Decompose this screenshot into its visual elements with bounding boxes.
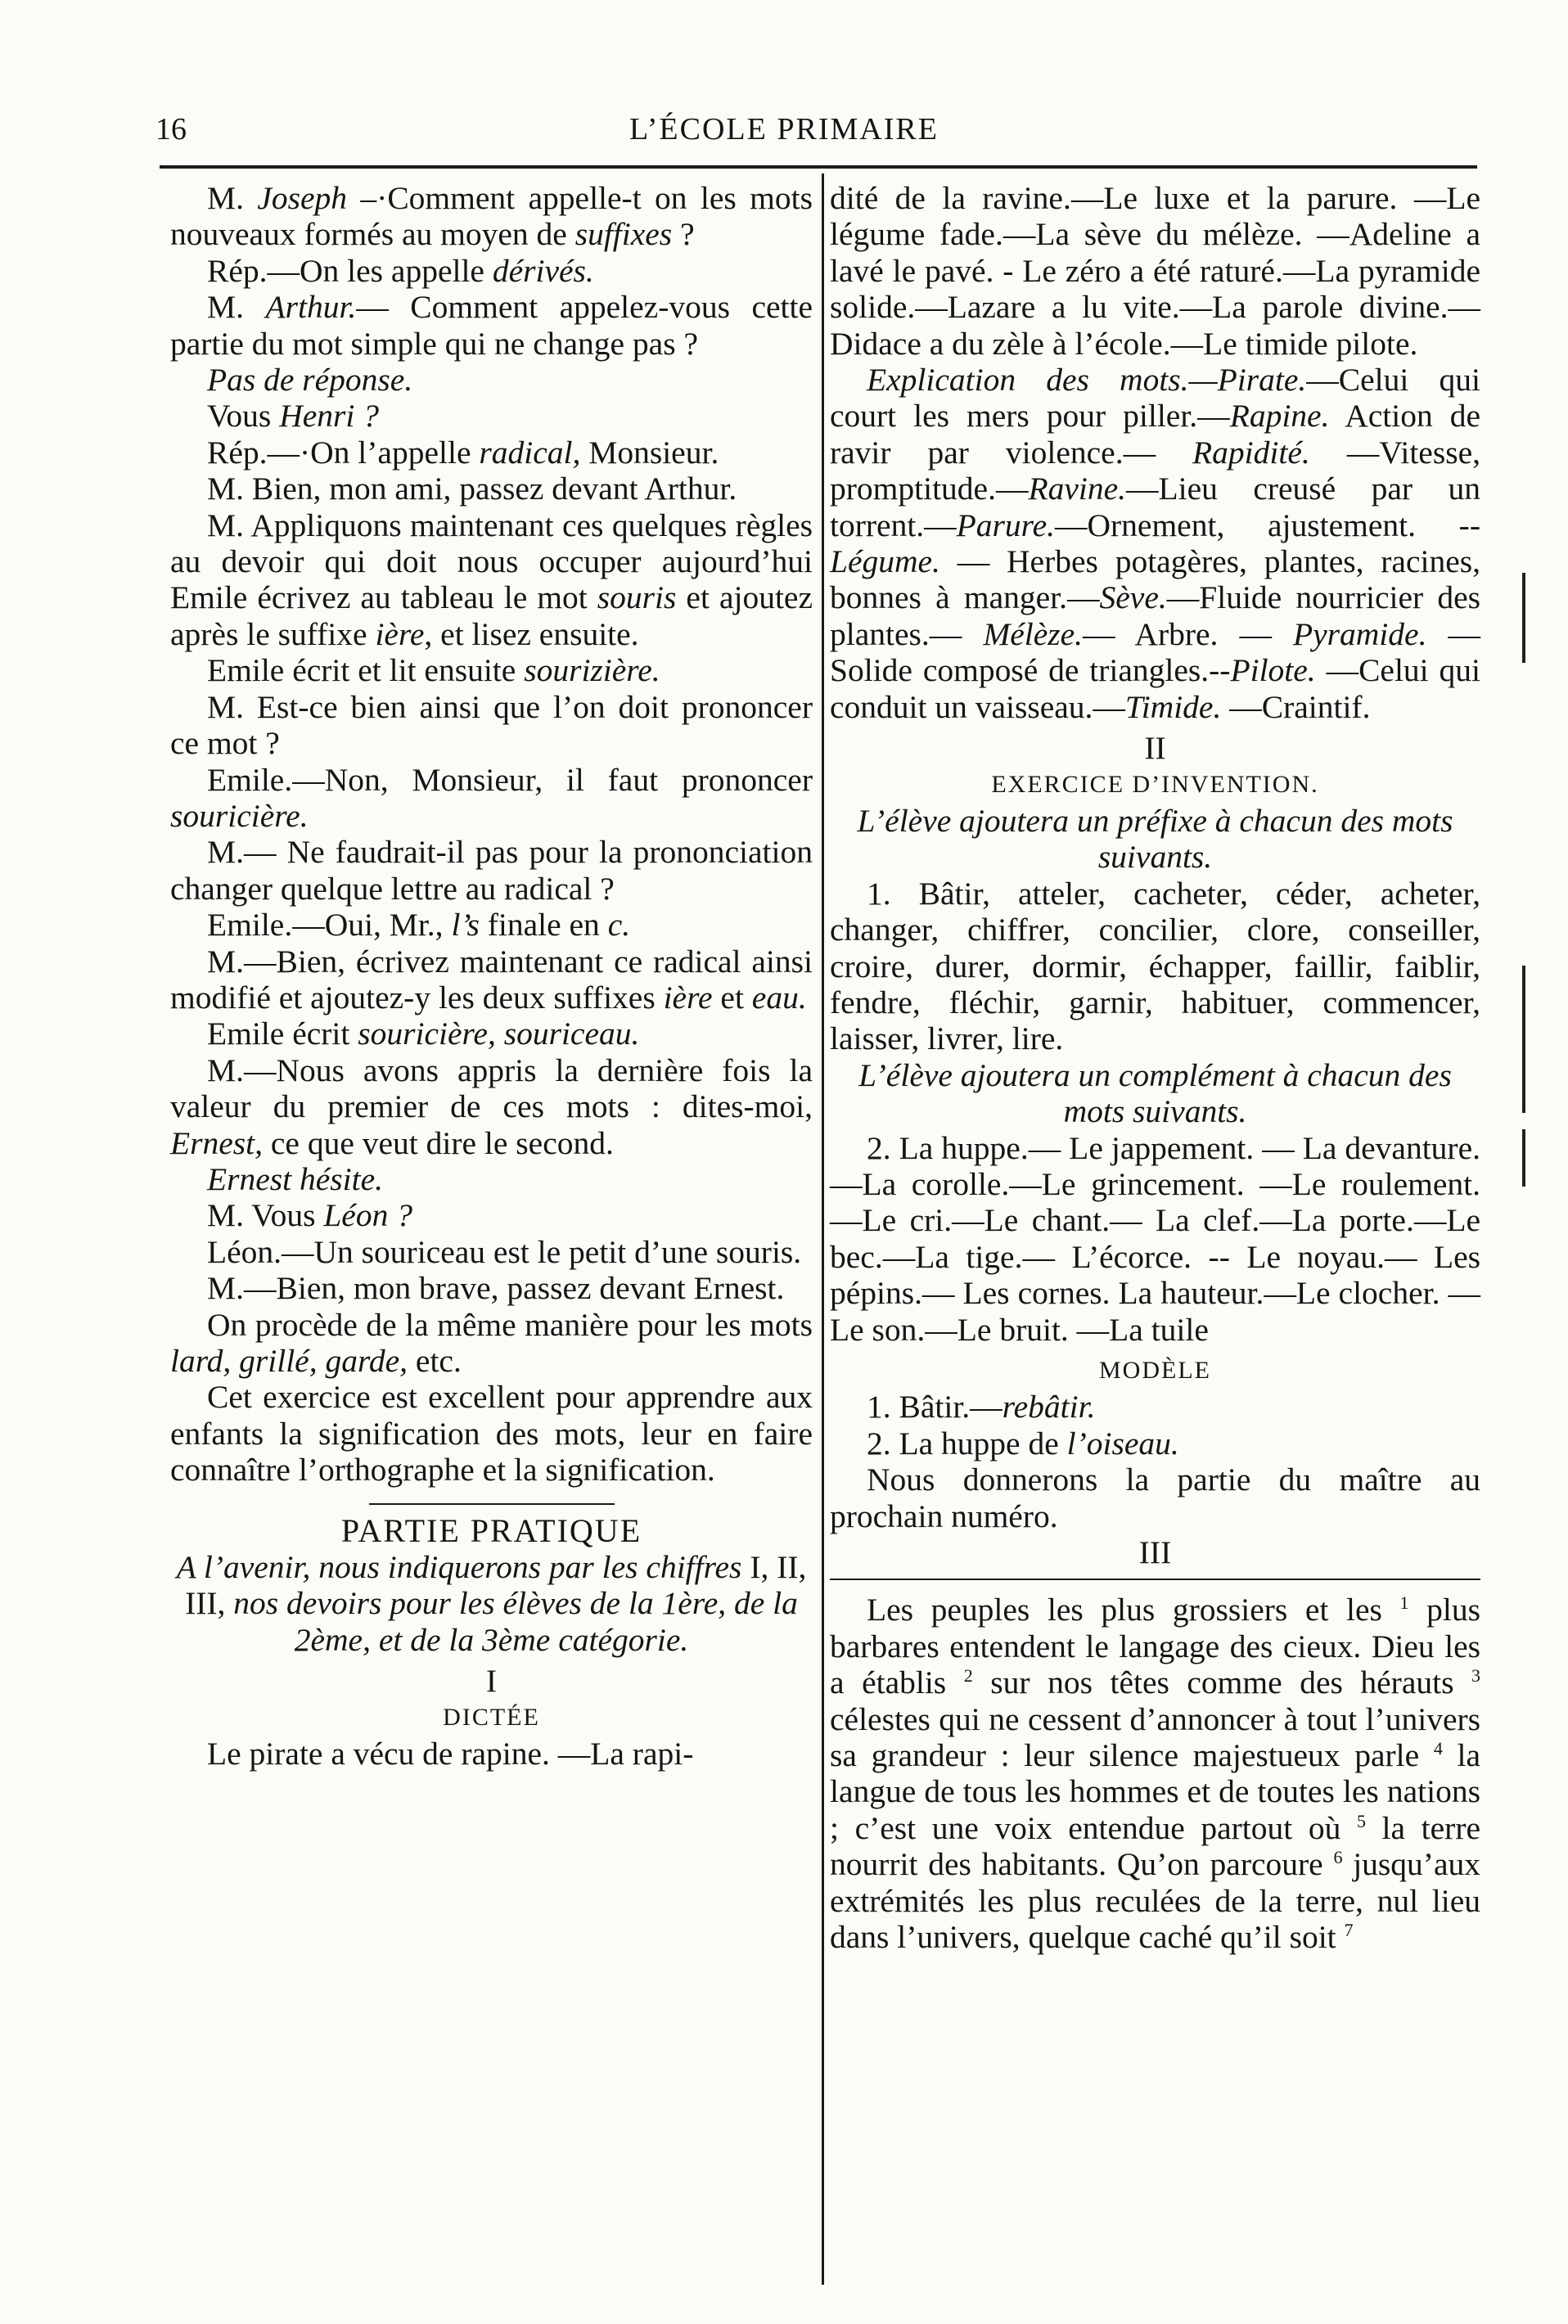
roman-numeral: III: [1138, 1534, 1172, 1571]
paragraph: Explication des mots.—Pirate.—Celui qui court les mers pour piller.—Rapine. Action de ravir par violence.— Rapidité. —Vitesse, promptitude.—Ravine.—Lieu creusé par un torrent.—Parure.—Ornement, ajustement. --Légume. — Herbes potagères, plantes, racines, bonnes à manger.—Sève.—Fluide nourricier des plantes.— Mélèze.— Arbre. — Pyramide. —Solide composé de triangles.--Pilote. —Celui qui conduit un vaisseau.—Timide. —Craintif.: [830, 362, 1481, 725]
subheading: EXERCICE D’INVENTION.: [991, 770, 1319, 798]
paragraph: Léon.—Un souriceau est le petit d’une souris.: [207, 1233, 802, 1270]
column-divider: [822, 173, 824, 2285]
paragraph: Nous donnerons la partie du maître au prochain numéro.: [830, 1462, 1480, 1534]
running-header: L’ÉCOLE PRIMAIRE: [629, 112, 939, 146]
subheading: DICTÉE: [443, 1703, 540, 1731]
instruction: L’élève ajoutera un préfixe à chacun des mots suivants.: [857, 802, 1453, 876]
margin-mark: [1522, 1129, 1525, 1187]
instruction: L’élève ajoutera un complément à chacun des mots suivants.: [858, 1056, 1452, 1130]
paragraph: Pas de réponse.: [207, 362, 413, 399]
paragraph: Ernest hésite.: [207, 1160, 384, 1197]
paragraph: Cet exercice est excellent pour apprendre aux enfants la signification des mots, leur en faire connaître l’orthographe et la signification.: [170, 1379, 813, 1489]
paragraph: Rép.—·On l’appelle radical, Monsieur.: [207, 434, 719, 471]
subheading: MODÈLE: [1099, 1357, 1211, 1384]
paragraph: M.— Ne faudrait-il pas pour la prononciation changer quelque lettre au radical ?: [170, 834, 813, 907]
paragraph: On procède de la même manière pour les mots lard, grillé, garde, etc.: [170, 1306, 813, 1379]
paragraph: dité de la ravine.—Le luxe et la parure. —Le légume fade.—La sève du mélèze. —Adeline a lavé le pavé. - Le zéro a été raturé.—La pyramide solide.—Lazare a lu vite.—La parole divine.—Didace a du zèle à l’école.—Le timide pilote.: [830, 180, 1480, 362]
paragraph: 1. Bâtir.—rebâtir.: [867, 1389, 1096, 1425]
right-column: [830, 180, 1480, 1956]
margin-mark: [1522, 966, 1525, 1113]
paragraph: Emile.—Non, Monsieur, il faut prononcer souricière.: [170, 761, 813, 834]
margin-mark: [1522, 573, 1525, 663]
roman-numeral: II: [1144, 730, 1166, 767]
paragraph: M. Vous Léon ?: [207, 1197, 412, 1234]
section-rule: [830, 1579, 1480, 1580]
paragraph: M. Appliquons maintenant ces quelques règles au devoir qui doit nous occuper aujourd’hui Emile écrivez au tableau le mot souris et ajoutez après le suffixe ière, et lisez ensuite.: [170, 507, 813, 652]
section-rule: [369, 1503, 615, 1505]
paragraph: Emile écrit souricière, souriceau.: [207, 1016, 640, 1052]
paragraph: M.—Nous avons appris la dernière fois la valeur du premier de ces mots : dites-moi, Ernest, ce que veut dire le second.: [170, 1052, 813, 1161]
paragraph: 2. La huppe de l’oiseau.: [867, 1425, 1179, 1462]
paragraph: A l’avenir, nous indiquerons par les chiffres I, II, III, nos devoirs pour les élèves de la 1ère, de la 2ème, et de la 3ème catégorie.: [176, 1549, 807, 1658]
paragraph: M. Joseph –·Comment appelle-t on les mots nouveaux formés au moyen de suffixes ?: [170, 180, 813, 253]
paragraph: Vous Henri ?: [207, 398, 379, 435]
header-rule: [160, 165, 1477, 169]
paragraph: M. Bien, mon ami, passez devant Arthur.: [207, 471, 737, 507]
paragraph: Emile écrit et lit ensuite sourizière.: [207, 652, 660, 689]
paragraph: 2. La huppe.— Le jappement. — La devanture. —La corolle.—Le grincement. —Le roulement. —Le cri.—Le chant.— La clef.—La porte.—Le bec.—La tige.— L’écorce. -- Le noyau.— Les pépins.— Les cornes. La hauteur.—Le clocher. —Le son.—Le bruit. —La tuile: [830, 1129, 1480, 1348]
paragraph: M. Est-ce bien ainsi que l’on doit prononcer ce mot ?: [170, 688, 813, 762]
section-title: PARTIE PRATIQUE: [340, 1511, 642, 1549]
paragraph: Le pirate a vécu de rapine. —La rapi-: [207, 1736, 694, 1772]
paragraph: Emile.—Oui, Mr., l’s finale en c.: [207, 907, 631, 944]
paragraph: M. Arthur.— Comment appelez-vous cette partie du mot simple qui ne change pas ?: [170, 289, 813, 362]
page-number: 16: [155, 112, 187, 146]
paragraph: Rép.—On les appelle dérivés.: [207, 252, 594, 289]
roman-numeral: I: [485, 1663, 498, 1700]
paragraph: M.—Bien, écrivez maintenant ce radical ainsi modifié et ajoutez-y les deux suffixes ière et eau.: [170, 943, 813, 1016]
paragraph: 1. Bâtir, atteler, cacheter, céder, acheter, changer, chiffrer, concilier, clore, conseiller, croire, durer, dormir, échapper, faillir, faiblir, fendre, fléchir, garnir, habituer, commencer, laisser, livrer, lire.: [830, 875, 1480, 1057]
paragraph: Les peuples les plus grossiers et les $^1$ plus barbares entendent le langage des cieux. Dieu les a établis $^2$ sur nos têtes comme des hérauts $^3$ célestes qui ne cessent d’annoncer à tout l’univers sa grandeur : leur silence majestueux parle $^4$ la langue de tous les hommes et de toutes les nations ; c’est une voix entendue partout où $^5$ la terre nourrit des habitants. Qu’on parcoure $^6$ jusqu’aux extrémités les plus reculées de la terre, nul lieu dans l’univers, quelque caché qu’il soit $^7$: [830, 1592, 1481, 1956]
paragraph: M.—Bien, mon brave, passez devant Ernest.: [207, 1270, 785, 1307]
left-column: [170, 180, 813, 1772]
